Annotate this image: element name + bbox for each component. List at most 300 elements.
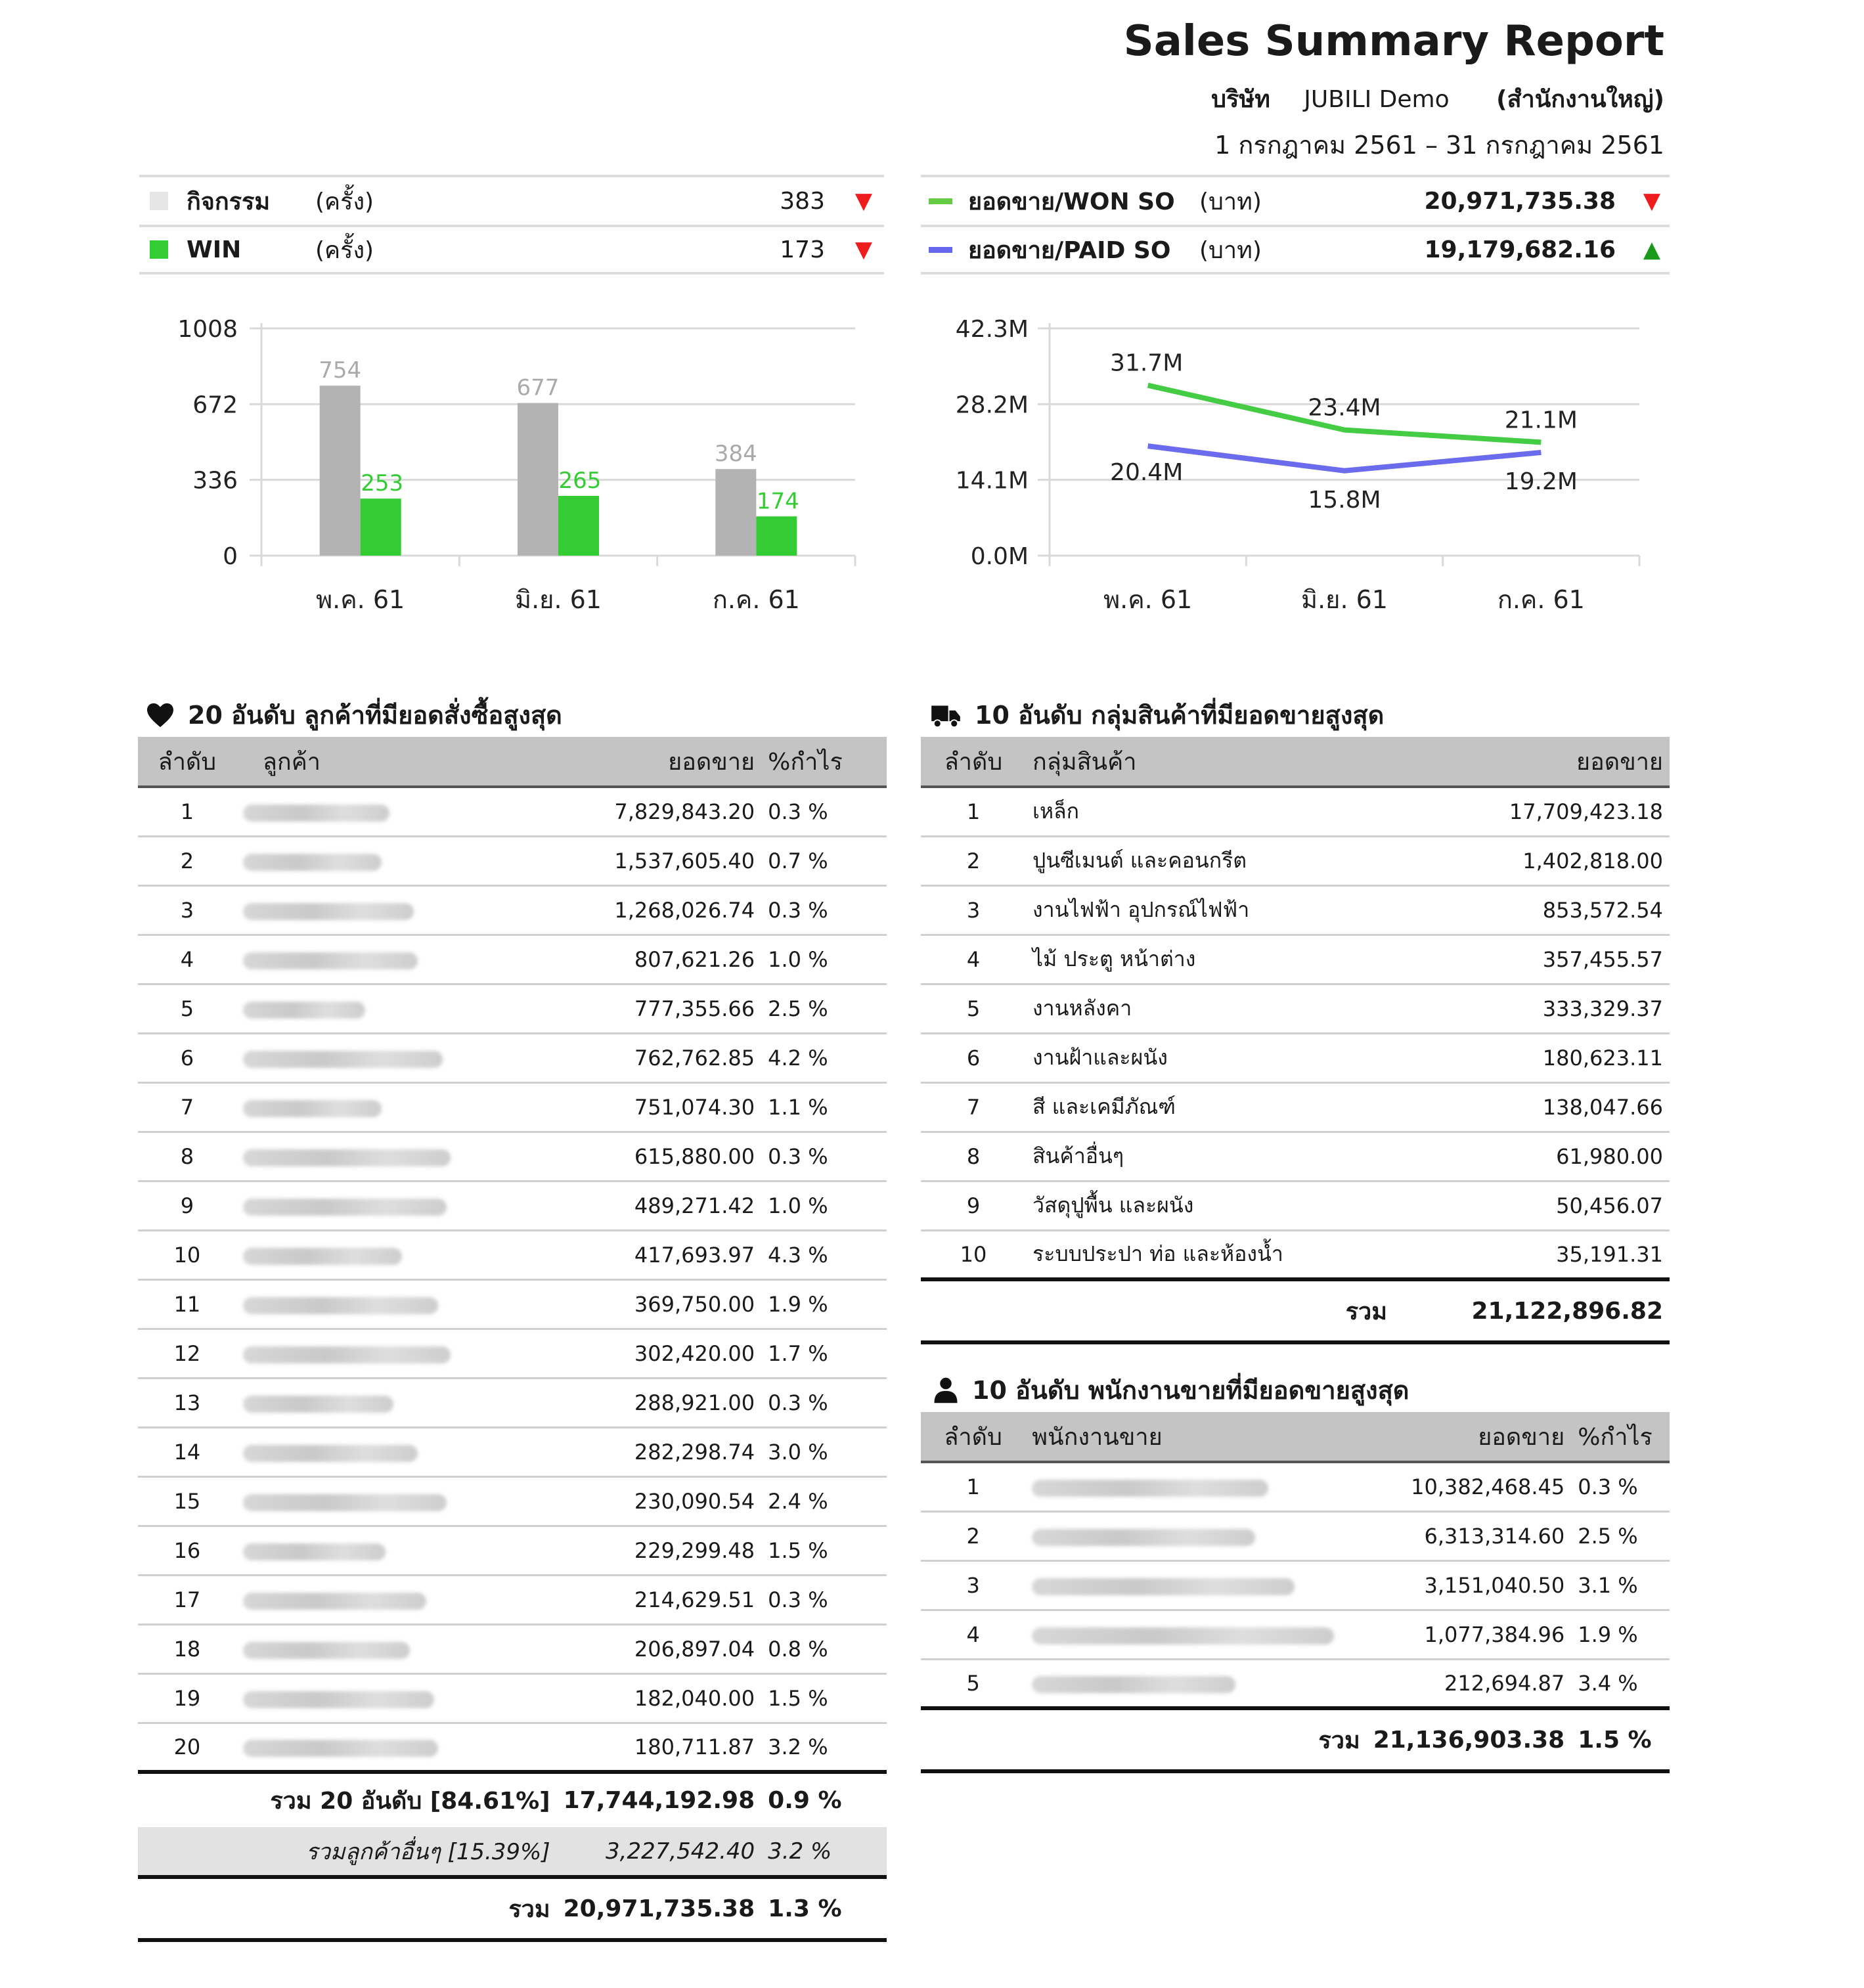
salespeople-total-row	[921, 1708, 1670, 1771]
redacted-name	[243, 1051, 443, 1068]
table-row	[921, 1033, 1670, 1082]
y-tick-label: 42.3M	[955, 316, 1029, 343]
sales-cell: 762,762.85	[557, 1033, 762, 1082]
table-row	[921, 1560, 1670, 1610]
total-label: รวม	[921, 1279, 1433, 1342]
profit-cell: 4.3 %	[761, 1230, 887, 1279]
profit-cell: 3.2 %	[761, 1723, 887, 1772]
data-label: 384	[714, 441, 757, 468]
redacted-name	[243, 952, 418, 969]
kpi-value: 20,971,735.38	[1424, 187, 1616, 215]
rank-cell: 20	[138, 1723, 236, 1772]
data-label: 174	[756, 488, 799, 515]
table-row	[138, 1575, 887, 1624]
kpi-value: 19,179,682.16	[1424, 236, 1616, 263]
customer-name-cell	[236, 1378, 557, 1427]
sales-cell: 6,313,314.60	[1367, 1511, 1572, 1560]
y-tick-label: 14.1M	[955, 467, 1029, 495]
bar	[756, 516, 797, 556]
customer-name-cell	[236, 1526, 557, 1575]
product-group-cell: สินค้าอื่นๆ	[1026, 1132, 1433, 1181]
sales-cell: 180,711.87	[557, 1723, 762, 1772]
redacted-name	[243, 903, 414, 920]
kpi-value: 383	[780, 187, 825, 215]
rank-cell: 11	[138, 1279, 236, 1329]
salesperson-name-cell	[1025, 1560, 1366, 1610]
y-tick-label: 28.2M	[955, 391, 1029, 419]
customer-name-cell	[236, 1673, 557, 1723]
x-tick-label: พ.ค. 61	[1103, 585, 1193, 614]
product-group-cell: งานไฟฟ้า อุปกรณ์ไฟฟ้า	[1026, 885, 1433, 935]
sales-cell: 230,090.54	[557, 1476, 762, 1526]
product-group-cell: เหล็ก	[1026, 787, 1433, 836]
rank-cell: 9	[138, 1181, 236, 1230]
x-tick-label: พ.ค. 61	[316, 585, 405, 614]
sales-cell: 206,897.04	[557, 1624, 762, 1673]
sales-cell: 3,151,040.50	[1367, 1560, 1572, 1610]
table-row	[921, 885, 1670, 935]
rank-cell: 3	[921, 1560, 1025, 1610]
profit-cell: 2.4 %	[761, 1476, 887, 1526]
customer-name-cell	[236, 1082, 557, 1132]
product-group-cell: ระบบประปา ท่อ และห้องน้ำ	[1026, 1230, 1433, 1279]
profit-cell: 1.7 %	[761, 1329, 887, 1378]
rank-cell: 1	[921, 1462, 1025, 1511]
rank-cell: 5	[921, 1659, 1025, 1708]
kpi-unit: (ครั้ง)	[315, 236, 374, 264]
redacted-name	[1032, 1578, 1295, 1595]
trend-up-icon: ▲	[1643, 236, 1660, 263]
y-tick-label: 0.0M	[970, 543, 1029, 570]
sales-cell: 777,355.66	[557, 984, 762, 1033]
table-row	[138, 935, 887, 984]
rank-cell: 4	[921, 1610, 1025, 1659]
kpi-unit: (บาท)	[1199, 188, 1262, 215]
products-total-row	[921, 1279, 1670, 1342]
kpi-row-won-so	[921, 175, 1670, 225]
rank-cell: 19	[138, 1673, 236, 1723]
total-sales: 20,971,735.38	[557, 1877, 762, 1940]
profit-cell: 1.5 %	[761, 1526, 887, 1575]
table-row	[921, 1511, 1670, 1560]
rank-cell: 9	[921, 1181, 1026, 1230]
sales-cell: 417,693.97	[557, 1230, 762, 1279]
sales-cell: 615,880.00	[557, 1132, 762, 1181]
kpi-label: ยอดขาย/WON SO	[968, 188, 1175, 215]
rank-cell: 6	[921, 1033, 1026, 1082]
company-line	[1211, 80, 1664, 118]
table-row	[138, 1033, 887, 1082]
bar	[715, 469, 756, 556]
customers-section-title	[146, 695, 562, 735]
total-label: รวมลูกค้าอื่นๆ [15.39%]	[138, 1827, 557, 1877]
sales-cell: 853,572.54	[1433, 885, 1670, 935]
activity-win-bar-chart	[139, 302, 901, 617]
heart-icon	[146, 702, 175, 728]
kpi-row-paid-so	[921, 225, 1670, 275]
table-row	[138, 836, 887, 885]
y-tick-label: 336	[192, 467, 238, 495]
table-row	[138, 1230, 887, 1279]
customer-name-cell	[236, 1230, 557, 1279]
product-group-cell: ปูนซีเมนต์ และคอนกรีต	[1026, 836, 1433, 885]
kpi-row-activity	[139, 175, 884, 225]
table-row	[138, 787, 887, 836]
sales-cell: 1,077,384.96	[1367, 1610, 1572, 1659]
profit-cell: 0.3 %	[1571, 1462, 1670, 1511]
customer-name-cell	[236, 1427, 557, 1476]
table-row	[921, 1462, 1670, 1511]
sales-cell: 214,629.51	[557, 1575, 762, 1624]
redacted-name	[243, 1346, 451, 1363]
col-salesperson: พนักงานขาย	[1025, 1412, 1366, 1462]
redacted-name	[243, 1445, 418, 1462]
product-group-cell: ไม้ ประตู หน้าต่าง	[1026, 935, 1433, 984]
kpi-label: WIN	[187, 236, 242, 263]
data-label: 19.2M	[1504, 468, 1578, 495]
total-profit: 1.3 %	[761, 1877, 887, 1940]
x-tick-label: ก.ค. 61	[1497, 585, 1585, 614]
trend-down-icon: ▼	[1643, 188, 1660, 214]
profit-cell: 1.9 %	[761, 1279, 887, 1329]
col-rank: ลำดับ	[921, 1412, 1025, 1462]
company-prefix: บริษัท	[1211, 86, 1270, 113]
profit-cell: 0.3 %	[761, 885, 887, 935]
total-label: รวม	[138, 1877, 557, 1940]
profit-cell: 1.5 %	[761, 1673, 887, 1723]
rank-cell: 2	[138, 836, 236, 885]
profit-cell: 1.9 %	[1571, 1610, 1670, 1659]
table-row	[921, 1610, 1670, 1659]
total-profit: 1.5 %	[1571, 1708, 1670, 1771]
rank-cell: 4	[138, 935, 236, 984]
redacted-name	[243, 1100, 382, 1117]
profit-cell: 0.3 %	[761, 787, 887, 836]
sales-cell: 489,271.42	[557, 1181, 762, 1230]
col-sales: ยอดขาย	[1433, 737, 1670, 787]
redacted-name	[1032, 1529, 1255, 1546]
profit-cell: 4.2 %	[761, 1033, 887, 1082]
sales-cell: 357,455.57	[1433, 935, 1670, 984]
rank-cell: 15	[138, 1476, 236, 1526]
bar	[361, 498, 401, 556]
rank-cell: 4	[921, 935, 1026, 984]
kpi-unit: (บาท)	[1199, 236, 1262, 264]
rank-cell: 1	[921, 787, 1026, 836]
sales-cell: 288,921.00	[557, 1378, 762, 1427]
col-profit: %กำไร	[1571, 1412, 1670, 1462]
company-name: JUBILI Demo	[1304, 86, 1450, 113]
col-rank: ลำดับ	[138, 737, 236, 787]
rank-cell: 18	[138, 1624, 236, 1673]
data-label: 677	[516, 374, 560, 401]
data-label: 20.4M	[1110, 459, 1184, 487]
product-groups-table	[921, 737, 1670, 1344]
company-branch: (สำนักงานใหญ่)	[1496, 86, 1664, 113]
trend-down-icon: ▼	[854, 236, 872, 263]
x-tick-label: ก.ค. 61	[712, 585, 800, 614]
sales-cell: 333,329.37	[1433, 984, 1670, 1033]
col-rank: ลำดับ	[921, 737, 1026, 787]
total-sales: 21,136,903.38	[1367, 1708, 1572, 1771]
series-line	[1148, 446, 1542, 471]
col-sales: ยอดขาย	[1367, 1412, 1572, 1462]
profit-cell: 1.1 %	[761, 1082, 887, 1132]
data-label: 265	[558, 468, 602, 495]
rank-cell: 7	[138, 1082, 236, 1132]
profit-cell: 3.1 %	[1571, 1560, 1670, 1610]
customer-name-cell	[236, 1575, 557, 1624]
rank-cell: 5	[138, 984, 236, 1033]
table-row	[921, 935, 1670, 984]
table-row	[138, 1526, 887, 1575]
profit-cell: 1.0 %	[761, 935, 887, 984]
customer-name-cell	[236, 1476, 557, 1526]
products-header-row	[921, 737, 1670, 787]
rank-cell: 8	[138, 1132, 236, 1181]
customers-others-row	[138, 1827, 887, 1877]
redacted-name	[243, 1642, 410, 1659]
sales-cell: 282,298.74	[557, 1427, 762, 1476]
total-sales: 3,227,542.40	[557, 1827, 762, 1877]
customer-name-cell	[236, 885, 557, 935]
rank-cell: 3	[921, 885, 1026, 935]
y-tick-label: 0	[223, 543, 238, 570]
customer-name-cell	[236, 1329, 557, 1378]
data-label: 15.8M	[1308, 486, 1381, 514]
redacted-name	[243, 1691, 434, 1708]
y-tick-label: 1008	[177, 316, 238, 343]
customer-name-cell	[236, 836, 557, 885]
col-customer: ลูกค้า	[236, 737, 557, 787]
data-label: 21.1M	[1504, 407, 1578, 434]
table-row	[138, 1132, 887, 1181]
profit-cell: 2.5 %	[761, 984, 887, 1033]
customer-name-cell	[236, 1132, 557, 1181]
redacted-name	[243, 854, 382, 871]
won-so-legend-line	[929, 198, 952, 204]
y-tick-label: 672	[192, 391, 238, 419]
sales-cell: 180,623.11	[1433, 1033, 1670, 1082]
sales-cell: 1,268,026.74	[557, 885, 762, 935]
customer-name-cell	[236, 935, 557, 984]
kpi-label: ยอดขาย/PAID SO	[968, 236, 1171, 264]
win-legend-swatch	[150, 240, 168, 259]
profit-cell: 3.0 %	[761, 1427, 887, 1476]
total-sales: 17,744,192.98	[557, 1772, 762, 1827]
table-row	[921, 1132, 1670, 1181]
redacted-name	[243, 1297, 439, 1314]
rank-cell: 3	[138, 885, 236, 935]
products-title-text: 10 อันดับ กลุ่มสินค้าที่มียอดขายสูงสุด	[975, 701, 1385, 730]
paid-so-legend-line	[929, 247, 952, 253]
table-row	[138, 984, 887, 1033]
salespeople-section-title	[933, 1370, 1409, 1410]
data-label: 253	[361, 470, 404, 497]
rank-cell: 13	[138, 1378, 236, 1427]
x-tick-label: มิ.ย. 61	[515, 585, 602, 614]
sales-line-chart	[921, 302, 1683, 617]
col-profit: %กำไร	[761, 737, 887, 787]
sales-cell: 751,074.30	[557, 1082, 762, 1132]
rank-cell: 2	[921, 836, 1026, 885]
report-period: 1 กรกฎาคม 2561 – 31 กรกฎาคม 2561	[1214, 131, 1664, 160]
customer-name-cell	[236, 1279, 557, 1329]
redacted-name	[243, 1593, 426, 1610]
rank-cell: 5	[921, 984, 1026, 1033]
salesperson-name-cell	[1025, 1511, 1366, 1560]
table-row	[138, 1476, 887, 1526]
salesperson-name-cell	[1025, 1610, 1366, 1659]
product-group-cell: งานฝ้าและผนัง	[1026, 1033, 1433, 1082]
sales-cell: 229,299.48	[557, 1526, 762, 1575]
table-row	[138, 885, 887, 935]
profit-cell: 0.3 %	[761, 1132, 887, 1181]
total-label: รวม	[921, 1708, 1367, 1771]
redacted-name	[1032, 1676, 1235, 1693]
customer-name-cell	[236, 1624, 557, 1673]
sales-cell: 369,750.00	[557, 1279, 762, 1329]
sales-cell: 17,709,423.18	[1433, 787, 1670, 836]
data-label: 754	[319, 357, 362, 384]
rank-cell: 6	[138, 1033, 236, 1082]
rank-cell: 14	[138, 1427, 236, 1476]
profit-cell: 0.3 %	[761, 1378, 887, 1427]
sales-cell: 138,047.66	[1433, 1082, 1670, 1132]
kpi-unit: (ครั้ง)	[315, 188, 374, 215]
sales-cell: 1,402,818.00	[1433, 836, 1670, 885]
redacted-name	[1032, 1627, 1334, 1645]
sales-cell: 1,537,605.40	[557, 836, 762, 885]
profit-cell: 0.7 %	[761, 836, 887, 885]
table-row	[921, 984, 1670, 1033]
truck-icon	[930, 702, 962, 728]
product-group-cell: วัสดุปูพื้น และผนัง	[1026, 1181, 1433, 1230]
redacted-name	[243, 1494, 447, 1511]
rank-cell: 12	[138, 1329, 236, 1378]
table-row	[921, 1181, 1670, 1230]
report-title: Sales Summary Report	[1123, 17, 1664, 66]
customers-top_total-row	[138, 1772, 887, 1827]
profit-cell: 1.0 %	[761, 1181, 887, 1230]
salesperson-name-cell	[1025, 1659, 1366, 1708]
table-row	[138, 1723, 887, 1772]
kpi-label: กิจกรรม	[187, 188, 271, 215]
profit-cell: 3.4 %	[1571, 1659, 1670, 1708]
sales-cell: 302,420.00	[557, 1329, 762, 1378]
total-label: รวม 20 อันดับ [84.61%]	[138, 1772, 557, 1827]
sales-cell: 50,456.07	[1433, 1181, 1670, 1230]
table-row	[921, 1082, 1670, 1132]
rank-cell: 10	[138, 1230, 236, 1279]
table-row	[138, 1279, 887, 1329]
profit-cell: 0.8 %	[761, 1624, 887, 1673]
table-row	[138, 1329, 887, 1378]
table-row	[138, 1427, 887, 1476]
customers-grand-row	[138, 1877, 887, 1940]
customer-name-cell	[236, 787, 557, 836]
table-row	[138, 1673, 887, 1723]
data-label: 23.4M	[1308, 394, 1381, 422]
redacted-name	[243, 1396, 393, 1413]
redacted-name	[243, 1248, 402, 1265]
total-sales: 21,122,896.82	[1433, 1279, 1670, 1342]
redacted-name	[243, 805, 389, 822]
rank-cell: 7	[921, 1082, 1026, 1132]
user-icon	[933, 1377, 959, 1404]
data-label: 31.7M	[1110, 349, 1184, 377]
sales-cell: 212,694.87	[1367, 1659, 1572, 1708]
profit-cell: 2.5 %	[1571, 1511, 1670, 1560]
sales-cell: 10,382,468.45	[1367, 1462, 1572, 1511]
table-row	[921, 787, 1670, 836]
sales-cell: 182,040.00	[557, 1673, 762, 1723]
bar	[558, 496, 599, 556]
redacted-name	[243, 1149, 451, 1166]
profit-cell: 0.3 %	[761, 1575, 887, 1624]
product-group-cell: สี และเคมีภัณฑ์	[1026, 1082, 1433, 1132]
customers-title-text: 20 อันดับ ลูกค้าที่มียอดสั่งซื้อสูงสุด	[188, 701, 562, 730]
total-profit: 0.9 %	[761, 1772, 887, 1827]
table-row	[921, 836, 1670, 885]
table-row	[921, 1230, 1670, 1279]
salespeople-title-text: 10 อันดับ พนักงานขายที่มียอดขายสูงสุด	[972, 1376, 1409, 1405]
kpi-row-win	[139, 225, 884, 275]
sales-cell: 7,829,843.20	[557, 787, 762, 836]
customers-table	[138, 737, 887, 1942]
kpi-value: 173	[780, 236, 825, 263]
table-row	[138, 1181, 887, 1230]
redacted-name	[243, 1543, 386, 1560]
sales-cell: 61,980.00	[1433, 1132, 1670, 1181]
col-product-group: กลุ่มสินค้า	[1026, 737, 1433, 787]
total-profit: 3.2 %	[761, 1827, 887, 1877]
customers-header-row	[138, 737, 887, 787]
customer-name-cell	[236, 1723, 557, 1772]
redacted-name	[243, 1199, 447, 1216]
rank-cell: 8	[921, 1132, 1026, 1181]
customer-name-cell	[236, 984, 557, 1033]
table-row	[138, 1082, 887, 1132]
x-tick-label: มิ.ย. 61	[1301, 585, 1388, 614]
redacted-name	[1032, 1480, 1268, 1497]
salespeople-header-row	[921, 1412, 1670, 1462]
rank-cell: 10	[921, 1230, 1026, 1279]
bar	[320, 386, 361, 556]
redacted-name	[243, 1002, 365, 1019]
col-sales: ยอดขาย	[557, 737, 762, 787]
table-row	[138, 1378, 887, 1427]
table-row	[921, 1659, 1670, 1708]
sales-cell: 807,621.26	[557, 935, 762, 984]
rank-cell: 1	[138, 787, 236, 836]
activity-legend-swatch	[150, 192, 168, 210]
product-group-cell: งานหลังคา	[1026, 984, 1433, 1033]
redacted-name	[243, 1740, 439, 1757]
rank-cell: 2	[921, 1511, 1025, 1560]
trend-down-icon: ▼	[854, 188, 872, 214]
bar	[518, 403, 558, 556]
customer-name-cell	[236, 1033, 557, 1082]
rank-cell: 16	[138, 1526, 236, 1575]
customer-name-cell	[236, 1181, 557, 1230]
products-section-title	[930, 695, 1384, 735]
rank-cell: 17	[138, 1575, 236, 1624]
salespeople-table	[921, 1412, 1670, 1773]
sales-cell: 35,191.31	[1433, 1230, 1670, 1279]
table-row	[138, 1624, 887, 1673]
salesperson-name-cell	[1025, 1462, 1366, 1511]
